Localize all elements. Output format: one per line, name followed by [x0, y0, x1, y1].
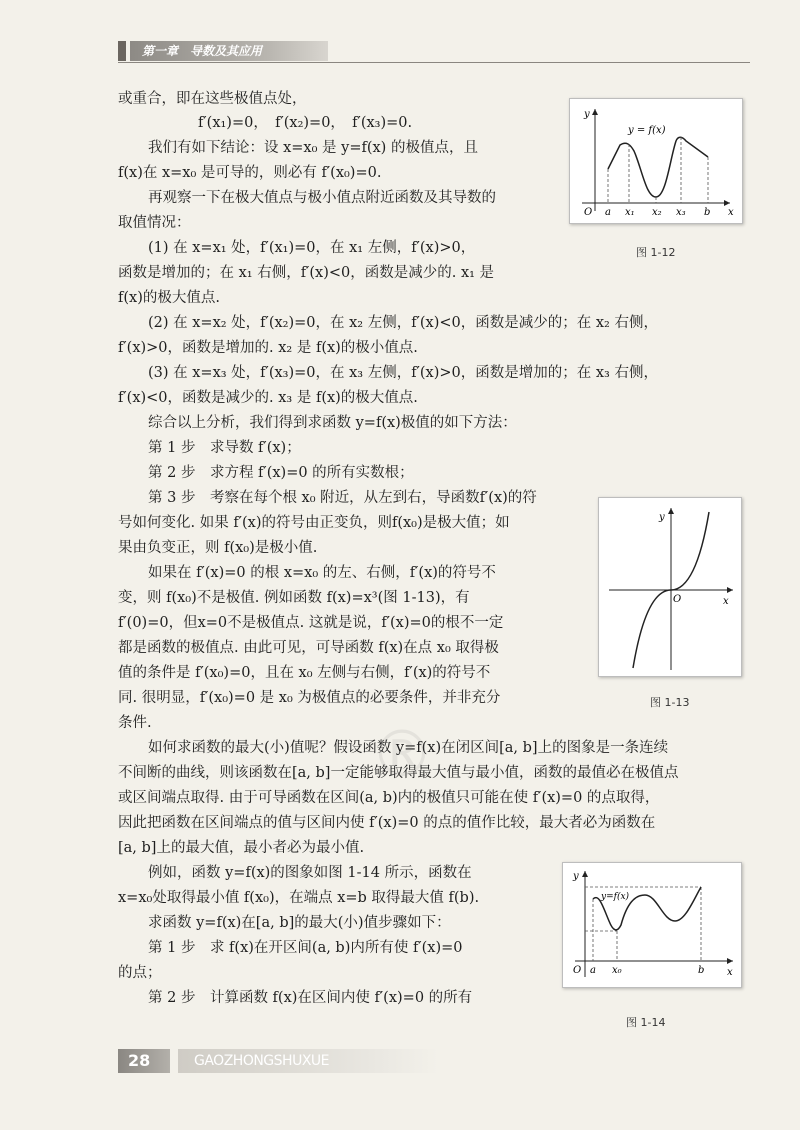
origin-label: O — [573, 965, 582, 976]
body-line: (3) 在 x=x₃ 处，f′(x₃)=0，在 x₃ 左侧，f′(x)>0，函数是增加的；在 x₃ 右侧， — [148, 365, 658, 381]
body-line: 都是函数的极值点. 由此可见，可导函数 f(x)在点 x₀ 取得极 — [118, 640, 499, 656]
body-line: 变，则 f(x₀)不是极值. 例如函数 f(x)=x³(图 1-13)，有 — [118, 590, 470, 606]
body-line: f′(x)<0，函数是减少的. x₃ 是 f(x)的极大值点. — [118, 390, 418, 406]
x1-label: x₁ — [625, 207, 635, 218]
b-label: b — [698, 965, 705, 976]
body-line: 号如何变化. 如果 f′(x)的符号由正变负，则f(x₀)是极大值；如 — [118, 515, 510, 531]
x-label: x — [723, 596, 729, 607]
body-line: (2) 在 x=x₂ 处，f′(x₂)=0，在 x₂ 左侧，f′(x)<0，函数是减少的；在 x₂ 右侧， — [148, 315, 658, 331]
body-line: f′(0)=0，但x=0不是极值点. 这就是说，f′(x)=0的根不一定 — [118, 615, 504, 631]
figure-1-13-graph — [599, 498, 741, 676]
figure-1-14-caption: 图 1-14 — [626, 1016, 666, 1029]
a-label: a — [590, 965, 596, 976]
figure-1-14-graph — [563, 863, 741, 987]
y-label: y — [584, 109, 590, 120]
figure-1-13-caption: 图 1-13 — [650, 696, 690, 709]
body-line: 第 1 步 求导数 f′(x)； — [148, 440, 301, 456]
body-line: 如果在 f′(x)=0 的根 x=x₀ 的左、右侧，f′(x)的符号不 — [148, 565, 496, 581]
x-label: x — [728, 207, 734, 218]
curve-label: y = f(x) — [628, 125, 666, 136]
x0-label: x₀ — [612, 965, 622, 976]
body-line: 值的条件是 f′(x₀)=0，且在 x₀ 左侧与右侧，f′(x)的符号不 — [118, 665, 491, 681]
body-line: 我们有如下结论：设 x=x₀ 是 y=f(x) 的极值点，且 — [148, 140, 478, 156]
body-line: f′(x₁)=0， f′(x₂)=0， f′(x₃)=0. — [198, 115, 413, 131]
watermark: ® — [370, 718, 434, 792]
body-line: 第 3 步 考察在每个根 x₀ 附近，从左到右，导函数f′(x)的符 — [148, 490, 537, 506]
body-line: (1) 在 x=x₁ 处，f′(x₁)=0，在 x₁ 左侧，f′(x)>0， — [148, 240, 476, 256]
body-line: 综合以上分析，我们得到求函数 y=f(x)极值的如下方法： — [148, 415, 517, 431]
y-label: y — [573, 871, 579, 882]
body-line: 第 2 步 求方程 f′(x)=0 的所有实数根； — [148, 465, 414, 481]
x2-label: x₂ — [652, 207, 662, 218]
x3-label: x₃ — [676, 207, 686, 218]
body-line: 如何求函数的最大(小)值呢？假设函数 y=f(x)在闭区间[a, b]上的图象是一条连续 — [148, 740, 669, 756]
body-line: 或区间端点取得. 由于可导函数在区间(a, b)内的极值只可能在使 f′(x)=0 的点取得， — [118, 790, 660, 806]
figure-1-12-caption: 图 1-12 — [636, 246, 676, 259]
body-line: 再观察一下在极大值点与极小值点附近函数及其导数的 — [148, 190, 496, 206]
chapter-title: 第一章 导数及其应用 — [130, 41, 328, 61]
body-line: 取值情况： — [118, 215, 191, 231]
body-line: 条件. — [118, 715, 152, 731]
body-line: 同. 很明显，f′(x₀)=0 是 x₀ 为极值点的必要条件，并非充分 — [118, 690, 501, 706]
x-axis-arrow — [724, 200, 730, 206]
curve-label: y=f(x) — [601, 892, 630, 902]
body-line: 或重合，即在这些极值点处， — [118, 91, 307, 107]
y-axis-arrow — [668, 508, 674, 514]
body-line: x=x₀处取得最小值 f(x₀)，在端点 x=b 取得最大值 f(b). — [118, 890, 480, 906]
y-axis-arrow — [592, 109, 598, 115]
body-line: 求函数 y=f(x)在[a, b]的最大(小)值步骤如下： — [148, 915, 451, 931]
body-line: f(x)的极大值点. — [118, 290, 220, 306]
header-rule — [118, 62, 750, 63]
x-axis-arrow — [727, 958, 733, 964]
chapter-header — [118, 38, 750, 64]
y-axis-arrow — [582, 871, 588, 877]
figure-1-14 — [562, 862, 742, 988]
page-number: 28 — [118, 1049, 170, 1073]
curve — [608, 137, 708, 197]
b-label: b — [704, 207, 711, 218]
body-line: 因此把函数在区间端点的值与区间内使 f′(x)=0 的点的值作比较，最大者必为函数在 — [118, 815, 656, 831]
footer-brand: GAOZHONGSHUXUE — [178, 1049, 438, 1073]
page-footer — [118, 1047, 438, 1075]
body-line: f(x)在 x=x₀ 是可导的，则必有 f′(x₀)=0. — [118, 165, 382, 181]
a-label: a — [605, 207, 611, 218]
figure-1-12-graph — [570, 99, 742, 223]
x-axis-arrow — [727, 587, 733, 593]
body-line: 果由负变正，则 f(x₀)是极小值. — [118, 540, 318, 556]
origin-label: O — [584, 207, 593, 218]
body-line: 不间断的曲线，则该函数在[a, b]一定能够取得最大值与最小值，函数的最值必在极值点 — [118, 765, 679, 781]
body-line: 第 1 步 求 f(x)在开区间(a, b)内所有使 f′(x)=0 — [148, 940, 463, 956]
figure-1-12 — [569, 98, 743, 224]
body-line: 第 2 步 计算函数 f(x)在区间内使 f′(x)=0 的所有 — [148, 990, 473, 1006]
body-line: [a, b]上的最大值，最小者必为最小值. — [118, 840, 365, 856]
body-line: f′(x)>0，函数是增加的. x₂ 是 f(x)的极小值点. — [118, 340, 418, 356]
origin-label: O — [673, 594, 682, 605]
header-marker — [118, 41, 126, 61]
body-line: 例如，函数 y=f(x)的图象如图 1-14 所示，函数在 — [148, 865, 472, 881]
figure-1-13 — [598, 497, 742, 677]
body-line: 函数是增加的；在 x₁ 右侧，f′(x)<0，函数是减少的. x₁ 是 — [118, 265, 495, 281]
body-line: 的点； — [118, 965, 162, 981]
y-label: y — [659, 512, 665, 523]
x-label: x — [727, 967, 733, 978]
